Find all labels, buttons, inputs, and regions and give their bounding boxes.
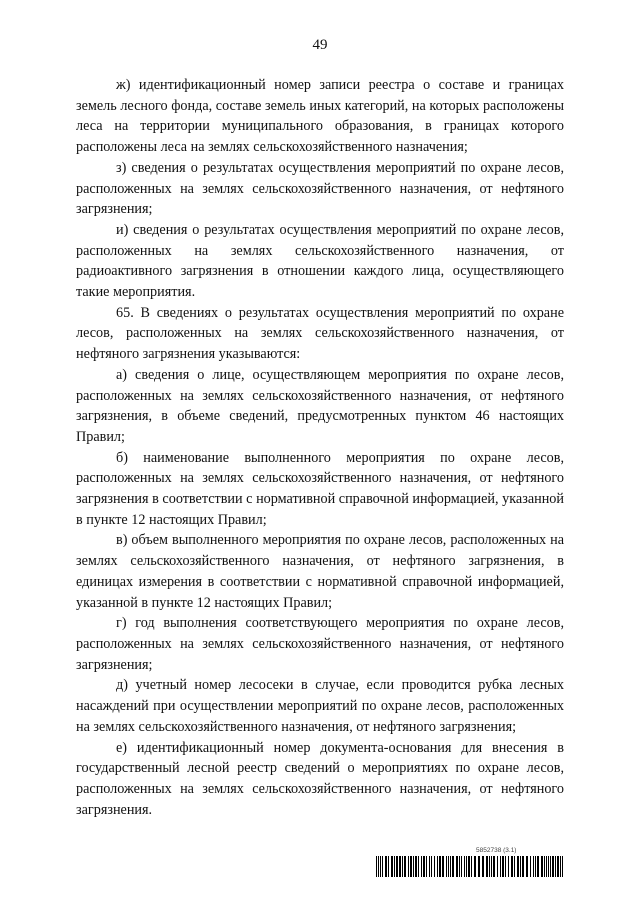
page-number: 49 — [312, 37, 328, 53]
paragraph-v: в) объем выполненного мероприятия по охране лесов, расположенных на землях сельскохозяйственного назначения, от нефтяного загрязнения, в единицах измерения в соответствии с нормативной справочной информацией, указанной в пункте 12 настоящих Правил; — [76, 532, 564, 611]
paragraph-i: и) сведения о результатах осуществления мероприятий по охране лесов, расположенных на землях сельскохозяйственного назначения, от радиоактивного загрязнения в отношении каждого лица, осуществляющего такие мероприятия. — [76, 221, 564, 301]
paragraph-65: 65. В сведениях о результатах осуществления мероприятий по охране лесов, расположенных на землях сельскохозяйственного назначения, от нефтяного загрязнения указываются: — [76, 304, 564, 363]
paragraph-zh: ж) идентификационный номер записи реестра о составе и границах земель лесного фонда, составе земель иных категорий, на которых расположены леса на территории муниципального образования, в границах которого расположены леса на землях сельскохозяйственного назначения; — [76, 77, 564, 156]
paragraph-d: д) учетный номер лесосеки в случае, если проводится рубка лесных насаждений при осуществлении мероприятий по охране лесов, расположенных на землях сельскохозяйственного назначения, от нефтяного загрязнения; — [76, 677, 564, 735]
document-code: 5852738 (3.1) — [476, 847, 517, 854]
paragraph-b: б) наименование выполненного мероприятия по охране лесов, расположенных на землях сельскохозяйственного назначения, от нефтяного загрязнения в соответствии с нормативной справочной информацией, указанной в пункте 12 настоящих Правил; — [76, 449, 564, 528]
barcode — [376, 856, 564, 877]
document-body — [76, 75, 564, 820]
paragraph-e: е) идентификационный номер документа-основания для внесения в государственный лесной реестр сведений о мероприятиях по охране лесов, расположенных на землях сельскохозяйственного назначения, от нефтяного загрязнения. — [76, 739, 564, 818]
paragraph-g: г) год выполнения соответствующего мероприятия по охране лесов, расположенных на землях сельскохозяйственного назначения, от нефтяного загрязнения; — [76, 615, 564, 673]
paragraph-a: а) сведения о лице, осуществляющем мероприятия по охране лесов, расположенных на землях сельскохозяйственного назначения, от нефтяного загрязнения, в объеме сведений, предусмотренных пунктом 46 настоящих Правил; — [76, 366, 564, 445]
paragraph-z: з) сведения о результатах осуществления мероприятий по охране лесов, расположенных на землях сельскохозяйственного назначения, от нефтяного загрязнения; — [76, 159, 564, 218]
